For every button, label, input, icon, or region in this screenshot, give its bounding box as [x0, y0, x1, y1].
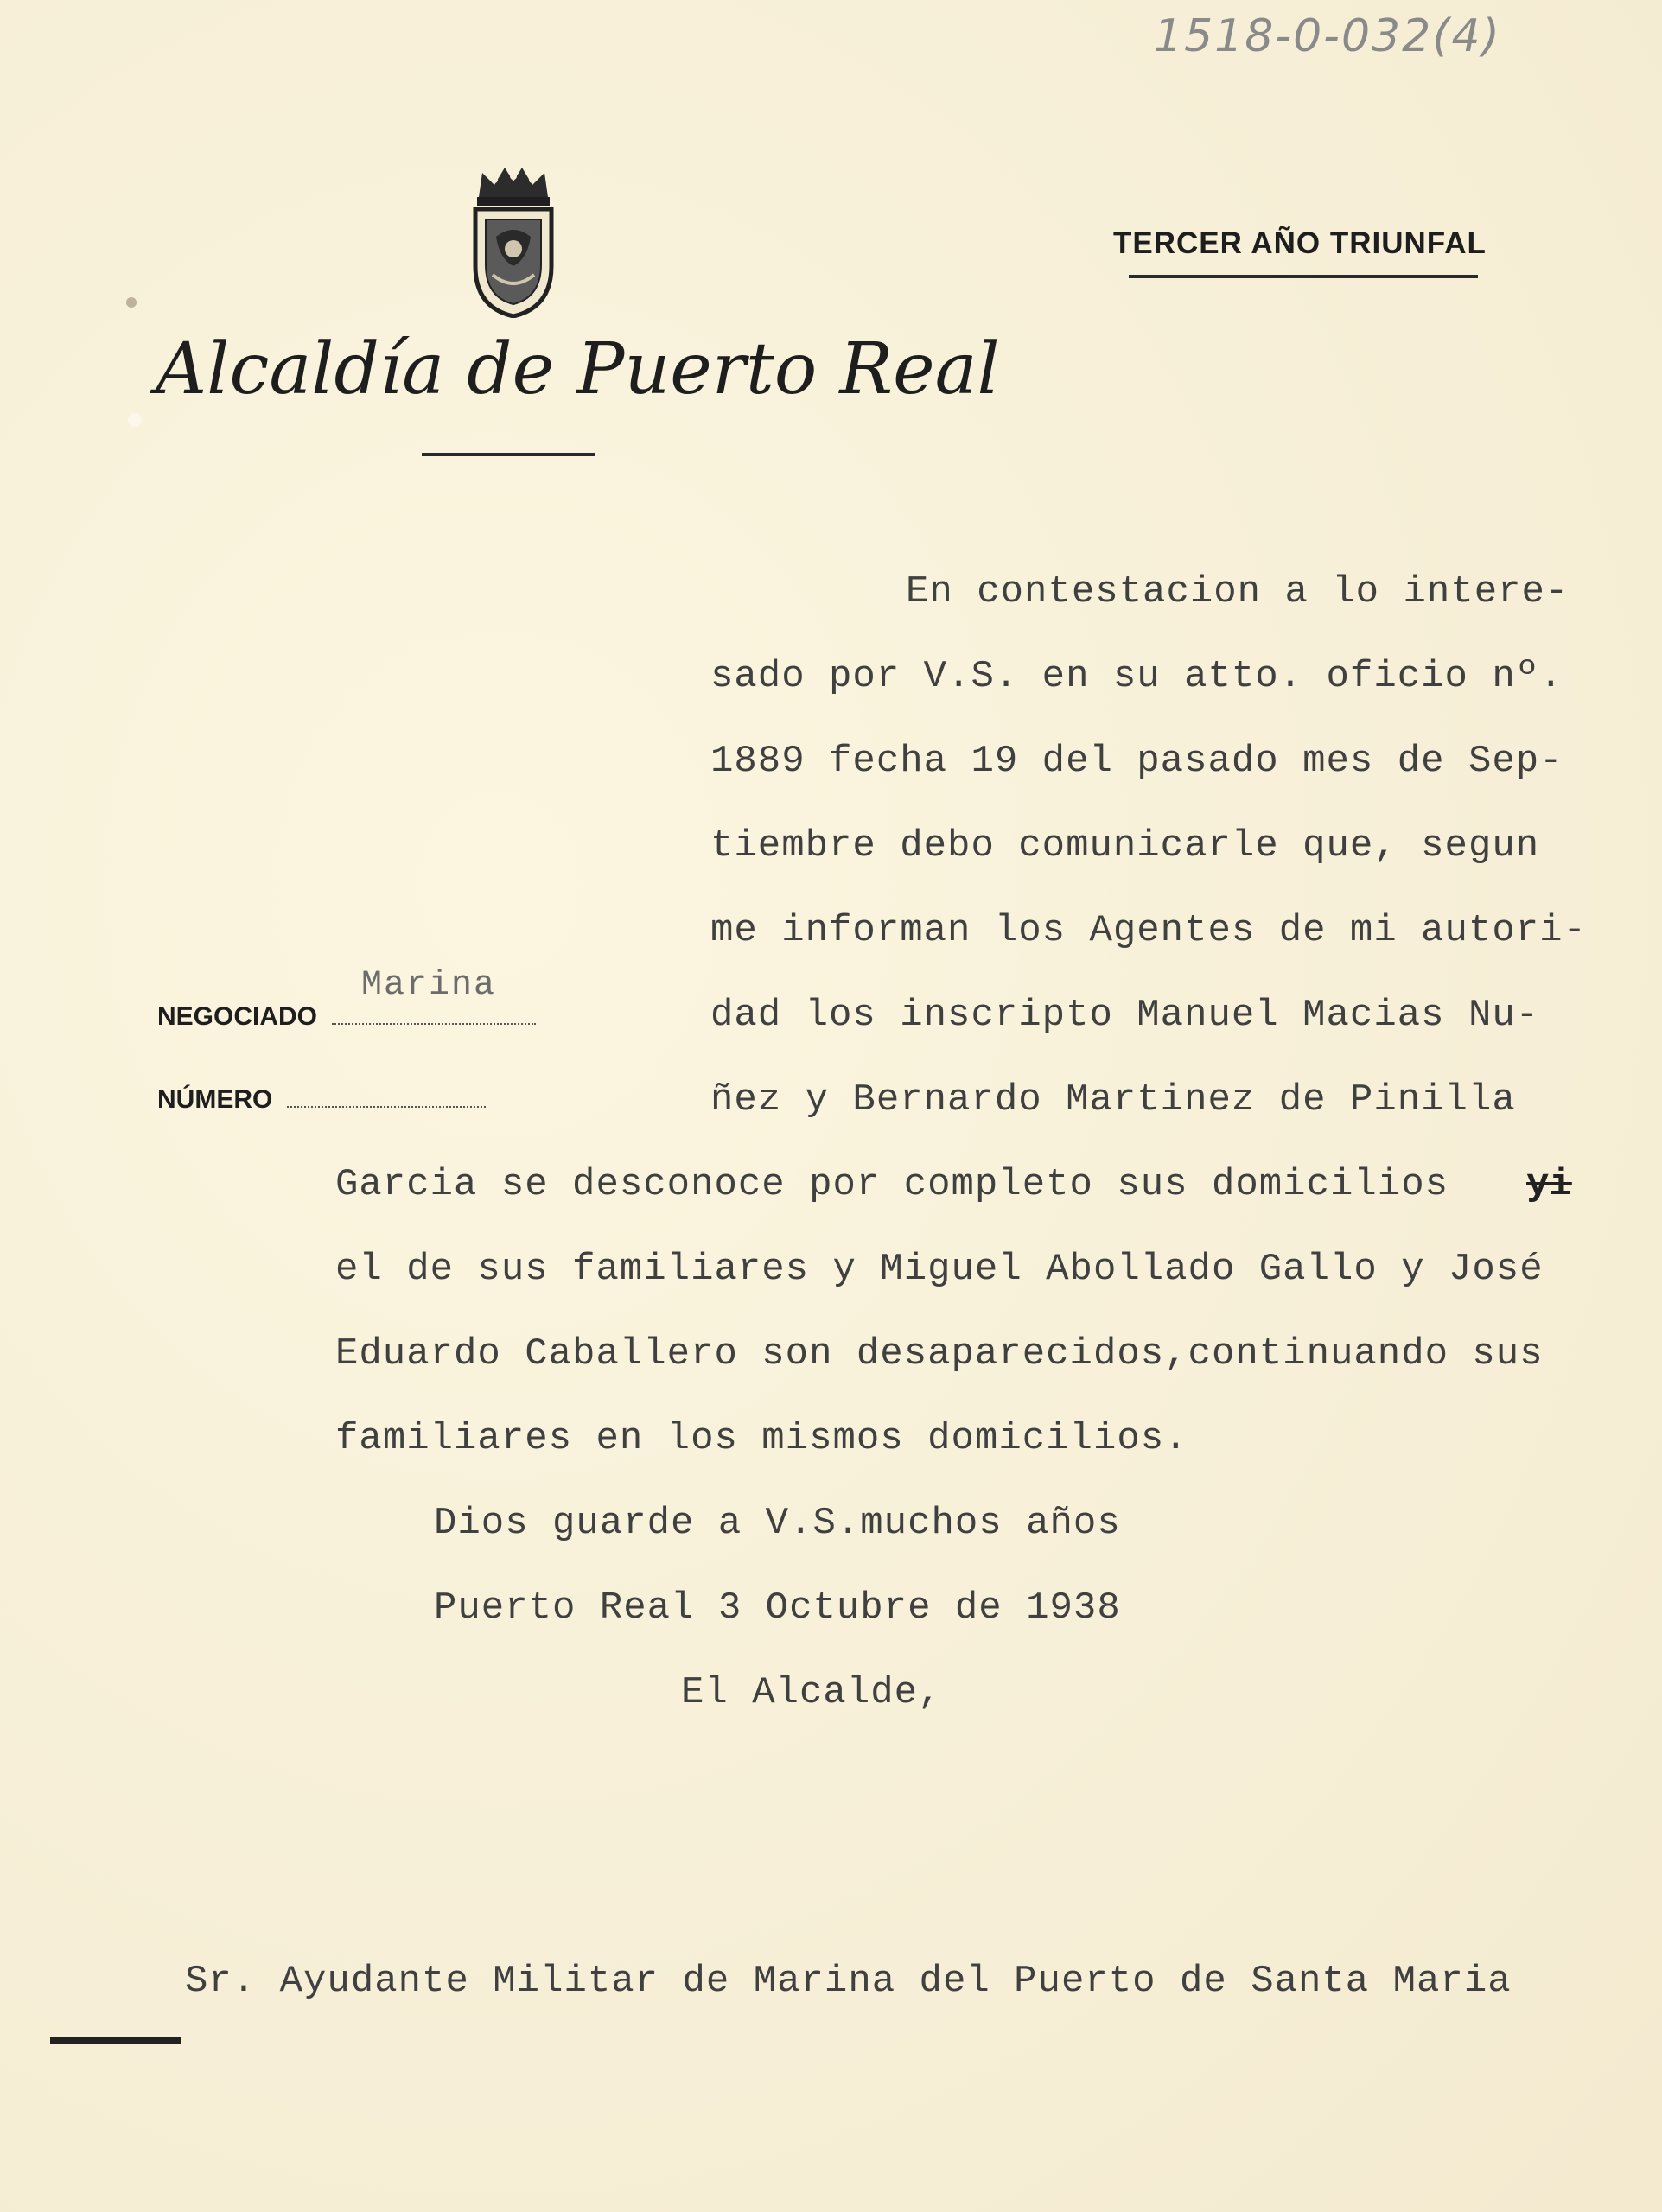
closing-signatory: El Alcalde,: [681, 1671, 942, 1714]
coat-of-arms-icon: [467, 162, 560, 318]
negociado-label: NEGOCIADO: [157, 1002, 318, 1031]
body-line: tiembre debo comunicarle que, segun: [710, 824, 1540, 868]
body-line: me informan los Agentes de mi autori-: [710, 909, 1587, 952]
paper-punch-hole: [128, 413, 142, 427]
addressee: Sr. Ayudante Militar de Marina del Puerto de Santa Maria: [185, 1960, 1512, 2003]
body-line: dad los inscripto Manuel Macias Nu-: [710, 994, 1540, 1037]
letterhead-title: Alcaldía de Puerto Real: [156, 328, 1000, 410]
bottom-margin-rule: [50, 2037, 181, 2044]
archive-reference-number: 1518-0-032(4): [1154, 10, 1501, 62]
body-line: Eduardo Caballero son desaparecidos,continuando sus: [335, 1332, 1544, 1376]
body-line: En contestacion a lo intere-: [906, 570, 1570, 613]
paper-speck: [128, 298, 137, 307]
closing-salutation: Dios guarde a V.S.muchos años: [434, 1502, 1121, 1545]
year-motto: TERCER AÑO TRIUNFAL: [1113, 226, 1487, 260]
struck-out-text: yi: [1526, 1163, 1572, 1206]
body-line: el de sus familiares y Miguel Abollado Gallo y José: [335, 1248, 1544, 1291]
numero-label: NÚMERO: [157, 1085, 273, 1114]
numero-dotted-line: [287, 1106, 486, 1108]
letterhead-divider: [422, 453, 595, 456]
body-line: 1889 fecha 19 del pasado mes de Sep-: [710, 740, 1563, 783]
year-motto-underline: [1129, 275, 1478, 278]
negociado-dotted-line: [332, 1023, 536, 1025]
body-line: Garcia se desconoce por completo sus domicilios: [335, 1163, 1449, 1206]
negociado-value: Marina: [361, 966, 497, 1005]
closing-place-date: Puerto Real 3 Octubre de 1938: [434, 1586, 1121, 1630]
body-line: ñez y Bernardo Martinez de Pinilla: [710, 1078, 1516, 1122]
body-line: familiares en los mismos domicilios.: [335, 1417, 1188, 1460]
body-line: sado por V.S. en su atto. oficio nº.: [710, 655, 1563, 698]
